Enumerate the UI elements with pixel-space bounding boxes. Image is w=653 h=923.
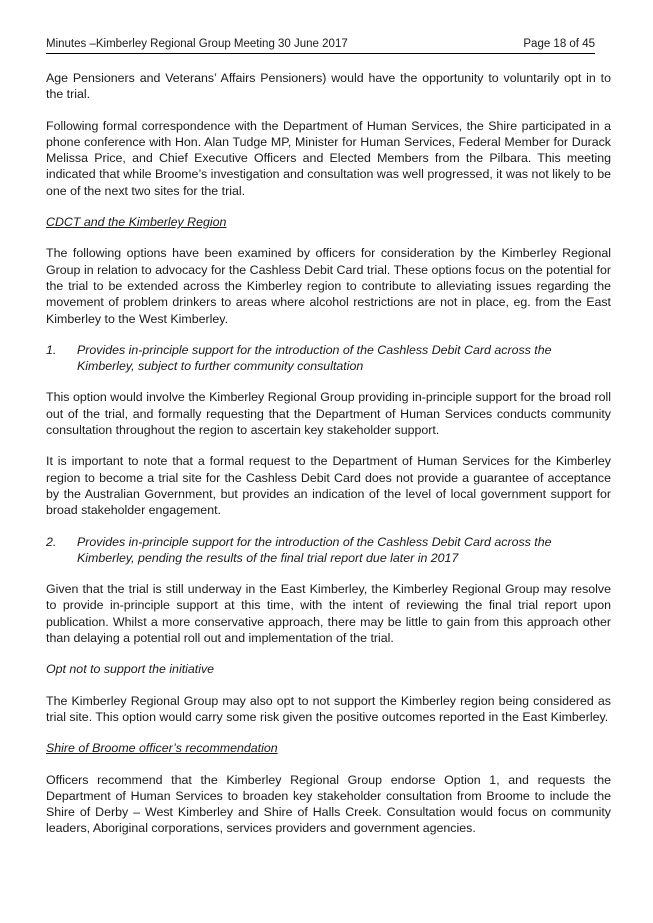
- section-heading: Opt not to support the initiative: [46, 662, 215, 677]
- paragraph: Following formal correspondence with the Department of Human Services, the Shire participated in a phone conference with Hon. Alan Tudge MP, Minister for Human Services, Federal Member for Durack Melissa Price, and Chief Executive Officers and Elected Members from the Pilbara. This meeting indicated that while Broome’s investigation and consultation was well progressed, it was not likely to be one of the next two sites for the trial.: [46, 118, 611, 198]
- paragraph: Age Pensioners and Veterans’ Affairs Pensioners) would have the opportunity to voluntarily opt in to the trial.: [46, 71, 611, 102]
- option-text: Provides in-principle support for the introduction of the Cashless Debit Card across the Kimberley, subject to further community consultation: [77, 342, 552, 374]
- paragraph: This option would involve the Kimberley Regional Group providing in-principle support for the broad roll out of the trial, and formally requesting that the Department of Human Services conducts community consultation throughout the region to ascertain key stakeholder support.: [46, 390, 611, 438]
- page-header: [46, 0, 595, 54]
- header-title: Minutes –Kimberley Regional Group Meeting 30 June 2017: [46, 38, 348, 50]
- section-heading: Shire of Broome officer’s recommendation: [46, 741, 278, 756]
- option-number: 2.: [46, 534, 57, 549]
- section-heading: CDCT and the Kimberley Region: [46, 215, 227, 230]
- page-number: Page 18 of 45: [523, 38, 595, 50]
- option-number: 1.: [46, 342, 57, 357]
- paragraph: The Kimberley Regional Group may also opt to not support the Kimberley region being considered as trial site. This option would carry some risk given the positive outcomes reported in the East Kimberley.: [46, 693, 611, 724]
- paragraph: It is important to note that a formal request to the Department of Human Services for the Kimberley region to become a trial site for the Cashless Debit Card does not provide a guarantee of acceptance by the Australian Government, but provides an indication of the level of local government support for broad stakeholder engagement.: [46, 454, 611, 518]
- paragraph: Officers recommend that the Kimberley Regional Group endorse Option 1, and requests the Department of Human Services to broaden key stakeholder consultation from Broome to include the Shire of Derby – West Kimberley and Shire of Halls Creek. Consultation would focus on community leaders, Aboriginal corporations, services providers and government agencies.: [46, 772, 611, 836]
- paragraph: Given that the trial is still underway in the East Kimberley, the Kimberley Regional Group may resolve to provide in-principle support at this time, with the intent of reviewing the final trial report upon publication. Whilst a more conservative approach, there may be little to gain from this approach other than delaying a potential roll out and implementation of the trial.: [46, 582, 611, 646]
- option-item: [46, 342, 611, 375]
- option-text: Provides in-principle support for the introduction of the Cashless Debit Card across the Kimberley, pending the results of the final trial report due later in 2017: [77, 534, 552, 565]
- paragraph: The following options have been examined by officers for consideration by the Kimberley Regional Group in relation to advocacy for the Cashless Debit Card trial. These options focus on the potential for the trial to be extended across the Kimberley region to contribute to alleviating issues regarding the movement of problem drinkers to areas where alcohol restrictions are not in place, eg. from the East Kimberley to the West Kimberley.: [46, 246, 611, 326]
- option-item: [46, 534, 611, 567]
- document-body: [46, 70, 611, 837]
